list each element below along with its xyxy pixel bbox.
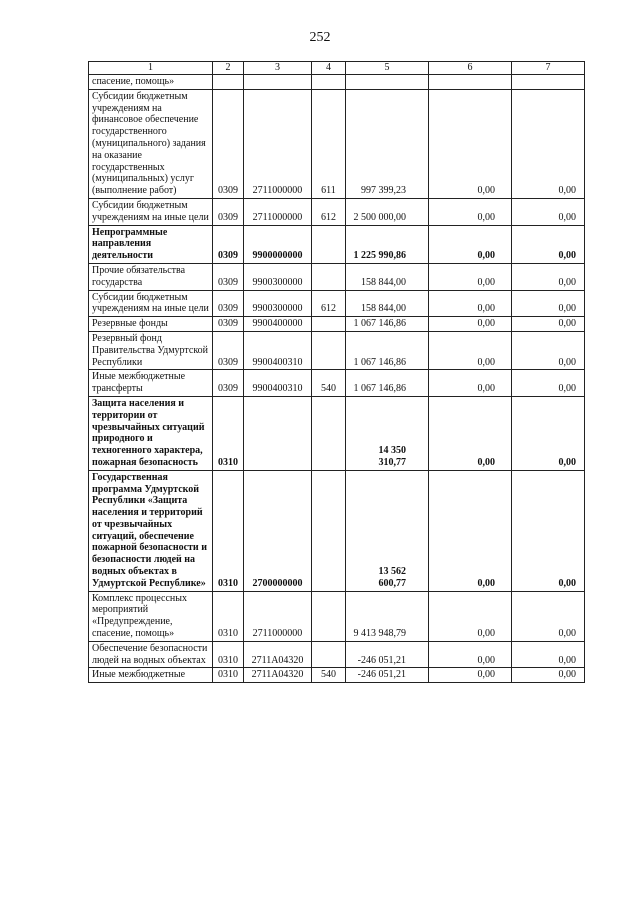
table-row (89, 198, 585, 225)
column-6-cell: 0,00 (429, 290, 512, 317)
column-6-cell: 0,00 (429, 198, 512, 225)
target-article-cell: 2711A04320 (244, 668, 312, 683)
expense-type-cell (312, 591, 346, 641)
section-code-cell: 0310 (213, 641, 244, 668)
row-name-cell: Резервные фонды (89, 317, 213, 332)
target-article-cell: 2711000000 (244, 89, 312, 198)
row-name-cell: Прочие обязательства государства (89, 263, 213, 290)
header-cell: 1 (89, 62, 213, 75)
header-cell: 2 (213, 62, 244, 75)
section-code-cell: 0310 (213, 396, 244, 470)
table-row (89, 396, 585, 470)
table-row (89, 370, 585, 397)
section-code-cell: 0309 (213, 331, 244, 369)
target-article-cell: 9900400000 (244, 317, 312, 332)
row-name-cell: Иные межбюджетные трансферты (89, 370, 213, 397)
header-row (89, 62, 585, 75)
column-6-cell: 0,00 (429, 641, 512, 668)
section-code-cell: 0309 (213, 290, 244, 317)
expense-type-cell (312, 396, 346, 470)
table-row (89, 225, 585, 263)
row-name-cell: Обеспечение безопасности людей на водных объектах (89, 641, 213, 668)
column-7-cell: 0,00 (512, 89, 585, 198)
row-name-cell: Государственная программа Удмуртской Республики «Защита населения и территорий от чрезвычайных ситуаций, обеспечение пожарной безопасности и безопасности людей на водных объектах в Удмуртской Республике» (89, 470, 213, 591)
amount-cell: 2 500 000,00 (346, 198, 429, 225)
amount-cell: 9 413 948,79 (346, 591, 429, 641)
target-article-cell: 9900300000 (244, 290, 312, 317)
column-6-cell: 0,00 (429, 470, 512, 591)
column-7-cell: 0,00 (512, 225, 585, 263)
section-code-cell: 0309 (213, 317, 244, 332)
amount-cell: 1 067 146,86 (346, 331, 429, 369)
column-6-cell: 0,00 (429, 317, 512, 332)
column-7-cell: 0,00 (512, 317, 585, 332)
row-name-cell: спасение, помощь» (89, 75, 213, 90)
column-7-cell: 0,00 (512, 591, 585, 641)
amount-cell: 1 067 146,86 (346, 370, 429, 397)
section-code-cell: 0309 (213, 370, 244, 397)
section-code-cell (213, 75, 244, 90)
column-7-cell: 0,00 (512, 641, 585, 668)
column-7-cell: 0,00 (512, 263, 585, 290)
section-code-cell: 0310 (213, 470, 244, 591)
column-6-cell: 0,00 (429, 225, 512, 263)
column-7-cell: 0,00 (512, 370, 585, 397)
column-6-cell: 0,00 (429, 668, 512, 683)
expense-type-cell: 540 (312, 668, 346, 683)
header-cell: 6 (429, 62, 512, 75)
column-6-cell (429, 75, 512, 90)
row-name-cell: Субсидии бюджетным учреждениям на финансовое обеспечение государственного (муниципального) задания на оказание государственных (муниципальных) услуг (выполнение работ) (89, 89, 213, 198)
column-7-cell: 0,00 (512, 290, 585, 317)
amount-cell (346, 75, 429, 90)
table-row (89, 75, 585, 90)
amount-cell: -246 051,21 (346, 641, 429, 668)
target-article-cell: 2700000000 (244, 470, 312, 591)
column-6-cell: 0,00 (429, 396, 512, 470)
page-number: 252 (309, 30, 331, 45)
expense-type-cell: 540 (312, 370, 346, 397)
row-name-cell: Резервный фонд Правительства Удмуртской Республики (89, 331, 213, 369)
table-row (89, 591, 585, 641)
expense-type-cell (312, 263, 346, 290)
column-6-cell: 0,00 (429, 591, 512, 641)
column-6-cell: 0,00 (429, 89, 512, 198)
target-article-cell: 2711000000 (244, 198, 312, 225)
section-code-cell: 0309 (213, 89, 244, 198)
section-code-cell: 0310 (213, 668, 244, 683)
column-6-cell: 0,00 (429, 263, 512, 290)
table-row (89, 641, 585, 668)
target-article-cell: 2711A04320 (244, 641, 312, 668)
section-code-cell: 0309 (213, 198, 244, 225)
target-article-cell (244, 75, 312, 90)
target-article-cell: 9900400310 (244, 370, 312, 397)
target-article-cell: 2711000000 (244, 591, 312, 641)
amount-cell: 997 399,23 (346, 89, 429, 198)
header-cell: 3 (244, 62, 312, 75)
row-name-cell: Комплекс процессных мероприятий «Предупреждение, спасение, помощь» (89, 591, 213, 641)
column-6-cell: 0,00 (429, 331, 512, 369)
amount-cell: 14 350 310,77 (346, 396, 429, 470)
column-6-cell: 0,00 (429, 370, 512, 397)
target-article-cell: 9900000000 (244, 225, 312, 263)
expense-type-cell (312, 641, 346, 668)
section-code-cell: 0310 (213, 591, 244, 641)
target-article-cell: 9900300000 (244, 263, 312, 290)
column-7-cell (512, 75, 585, 90)
header-cell: 7 (512, 62, 585, 75)
expense-type-cell (312, 470, 346, 591)
header-cell: 5 (346, 62, 429, 75)
amount-cell: 1 067 146,86 (346, 317, 429, 332)
target-article-cell (244, 396, 312, 470)
table-row (89, 470, 585, 591)
table-row (89, 331, 585, 369)
header-cell: 4 (312, 62, 346, 75)
section-code-cell: 0309 (213, 225, 244, 263)
amount-cell: 13 562 600,77 (346, 470, 429, 591)
amount-cell: 158 844,00 (346, 263, 429, 290)
table-row (89, 317, 585, 332)
column-7-cell: 0,00 (512, 668, 585, 683)
expense-type-cell: 612 (312, 290, 346, 317)
column-7-cell: 0,00 (512, 198, 585, 225)
row-name-cell: Субсидии бюджетным учреждениям на иные цели (89, 198, 213, 225)
expense-type-cell: 612 (312, 198, 346, 225)
table-row (89, 263, 585, 290)
column-7-cell: 0,00 (512, 470, 585, 591)
section-code-cell: 0309 (213, 263, 244, 290)
column-7-cell: 0,00 (512, 396, 585, 470)
row-name-cell: Субсидии бюджетным учреждениям на иные цели (89, 290, 213, 317)
amount-cell: -246 051,21 (346, 668, 429, 683)
amount-cell: 1 225 990,86 (346, 225, 429, 263)
row-name-cell: Непрограммные направления деятельности (89, 225, 213, 263)
amount-cell: 158 844,00 (346, 290, 429, 317)
expense-type-cell: 611 (312, 89, 346, 198)
table-row (89, 89, 585, 198)
table-row (89, 668, 585, 683)
target-article-cell: 9900400310 (244, 331, 312, 369)
budget-table (88, 61, 585, 683)
expense-type-cell (312, 75, 346, 90)
row-name-cell: Защита населения и территории от чрезвычайных ситуаций природного и техногенного характера, пожарная безопасность (89, 396, 213, 470)
expense-type-cell (312, 317, 346, 332)
column-7-cell: 0,00 (512, 331, 585, 369)
expense-type-cell (312, 331, 346, 369)
expense-type-cell (312, 225, 346, 263)
table-row (89, 290, 585, 317)
row-name-cell: Иные межбюджетные (89, 668, 213, 683)
